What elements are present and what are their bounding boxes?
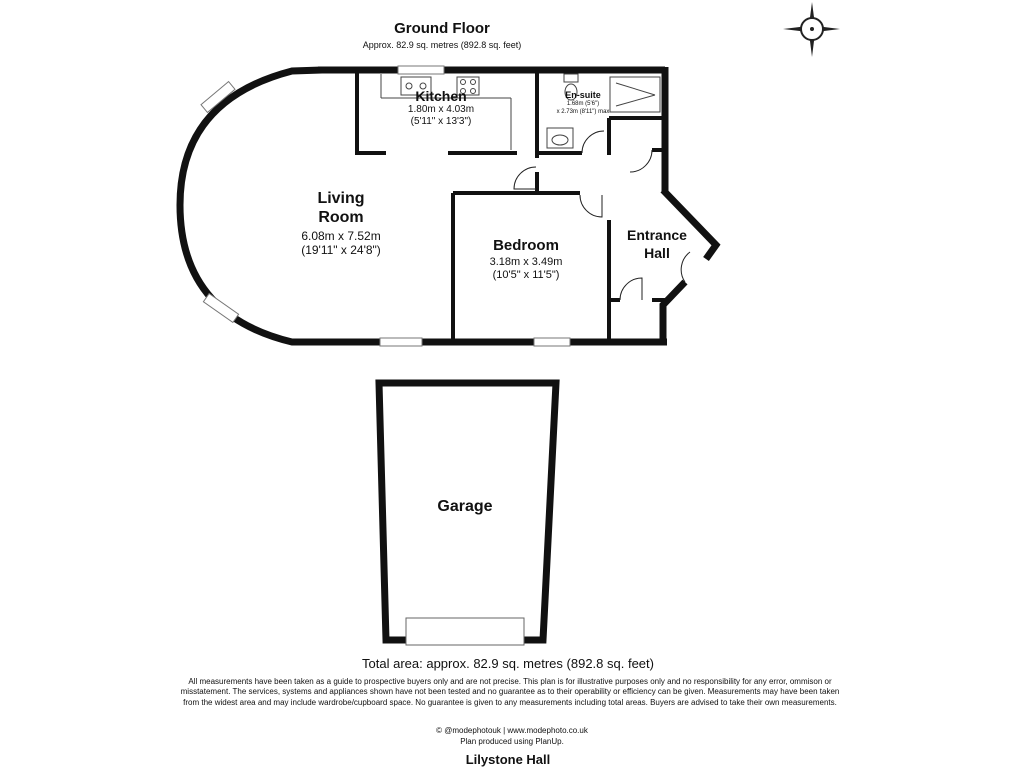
credit-line2: Plan produced using PlanUp. xyxy=(460,737,564,746)
living-room-imperial: (19'11" x 24'8") xyxy=(301,243,381,257)
ensuite-metric: 1.68m (5'6") xyxy=(566,101,600,107)
entrance-hall-label-line2: Hall xyxy=(644,245,670,261)
kitchen-metric: 1.80m x 4.03m xyxy=(407,104,475,115)
living-room-label-line2: Room xyxy=(318,209,364,226)
living-room-metric: 6.08m x 7.52m xyxy=(301,229,381,243)
credit-line1: © @modephotouk | www.modephoto.co.uk xyxy=(436,726,588,735)
garage-label: Garage xyxy=(437,498,493,515)
disclaimer: All measurements have been taken as a guide to prospective buyers only and are not precise. This plan is for illustrative purposes only and no responsibility for any error, ommison or misstatement. The services, systems and appliances shown have not been tested and no guarantee as to their operability or efficiency can be given. Measurements may have been taken from the widest area and may include wardrobe/cupboard space. No guarantee is given to any measurements including total areas. Buyers are advised to take their own measurements. xyxy=(180,677,840,707)
kitchen-label: Kitchen xyxy=(415,88,467,104)
living-room-label-line1: Living xyxy=(317,190,365,207)
bedroom-imperial: (10'5" x 11'5") xyxy=(492,269,560,281)
entrance-hall-label-line1: Entrance xyxy=(627,227,687,243)
floor-title: Ground Floor xyxy=(394,20,490,37)
bedroom-label: Bedroom xyxy=(493,237,559,254)
bedroom-metric: 3.18m x 3.49m xyxy=(489,256,563,268)
kitchen-imperial: (5'11" x 13'3") xyxy=(410,116,472,127)
total-area: Total area: approx. 82.9 sq. metres (892.8 sq. feet) xyxy=(362,656,654,671)
property-name: Lilystone Hall xyxy=(465,752,551,767)
ensuite-label: En-suite xyxy=(565,90,601,100)
ensuite-imperial: x 2.73m (8'11") max xyxy=(556,109,610,115)
compass-rose-icon xyxy=(783,2,840,57)
floor-area: Approx. 82.9 sq. metres (892.8 sq. feet) xyxy=(362,40,522,50)
